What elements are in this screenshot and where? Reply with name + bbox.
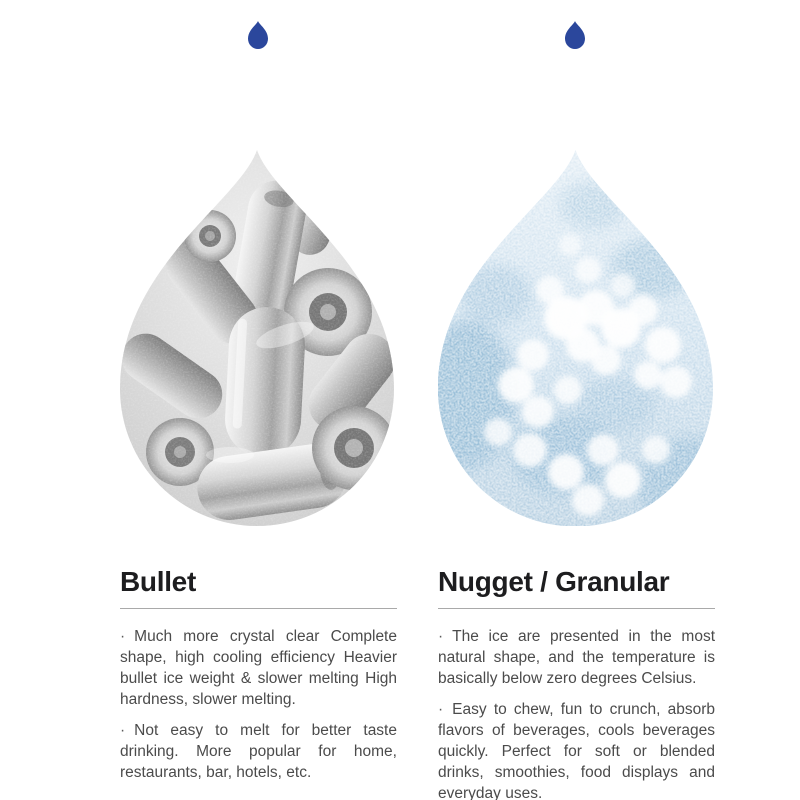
nugget-ice-photo [438, 150, 713, 526]
paragraph-text: Much more crystal clear Complete shape, high cooling efficiency Heavier bullet ice weight & slower melting High hardness, slower melting. [120, 628, 397, 708]
section-heading: Nugget / Granular [438, 566, 670, 597]
divider-line [438, 608, 715, 609]
feature-paragraph [438, 699, 715, 800]
bullet-text-block [120, 566, 397, 783]
bullet-marker: · [120, 722, 126, 739]
paragraph-text: Not easy to melt for better taste drinking. More popular for home, restaurants, bar, hotels, etc. [120, 722, 397, 781]
paragraph-text: Easy to chew, fun to crunch, absorb flavors of beverages, cools beverages quickly. Perfect for soft or blended drinks, smoothies, food displays and everyday uses. [438, 701, 715, 800]
bullet-marker: · [438, 628, 444, 645]
divider-line [120, 608, 397, 609]
feature-paragraph [120, 720, 397, 783]
bullet-marker: · [120, 628, 126, 645]
paragraph-text: The ice are presented in the most natural shape, and the temperature is basically below zero degrees Celsius. [438, 628, 715, 687]
nugget-text-block [438, 566, 715, 800]
water-drop-icon [248, 21, 268, 49]
bullet-ice-photo [120, 150, 394, 526]
section-heading: Bullet [120, 566, 196, 597]
feature-paragraph [438, 626, 715, 689]
water-drop-icon [565, 21, 585, 49]
feature-paragraph [120, 626, 397, 710]
bullet-marker: · [438, 701, 444, 718]
